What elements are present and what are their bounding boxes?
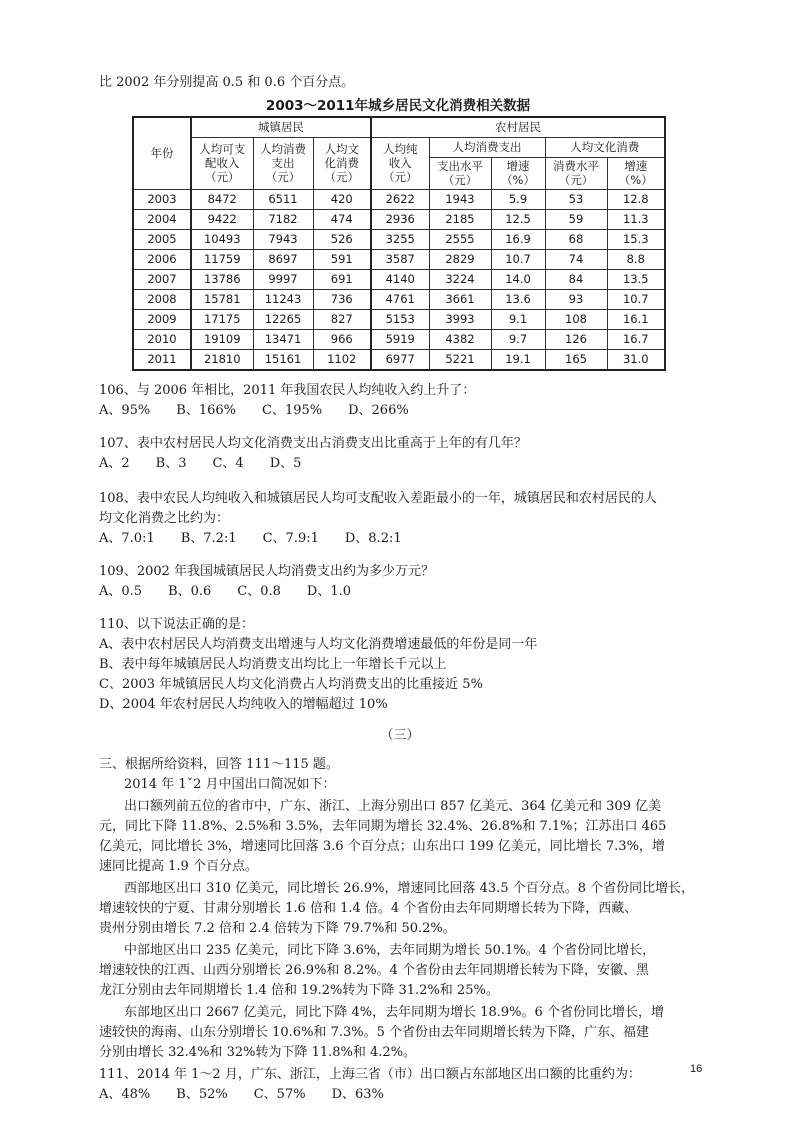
table-cell: 2004 bbox=[133, 209, 191, 229]
q110-stem: 110、以下说法正确的是： bbox=[99, 617, 254, 632]
table-cell: 5919 bbox=[371, 329, 429, 349]
table-cell: 2008 bbox=[133, 289, 191, 309]
table-cell: 17175 bbox=[191, 309, 253, 329]
table-cell: 2005 bbox=[133, 229, 191, 249]
table-cell: 6977 bbox=[371, 349, 429, 370]
q106-options: A、95% B、166% C、195% D、266% bbox=[99, 403, 409, 418]
table-cell: 108 bbox=[545, 309, 607, 329]
header-spend-level: 支出水平（元） bbox=[429, 157, 491, 189]
table-cell: 4140 bbox=[371, 269, 429, 289]
table-cell: 6511 bbox=[253, 189, 313, 209]
table-cell: 9.7 bbox=[491, 329, 545, 349]
table-row bbox=[133, 209, 665, 229]
part3-intro: 三、根据所给资料，回答 111～115 题。 bbox=[99, 757, 339, 772]
table-cell: 7182 bbox=[253, 209, 313, 229]
table-cell: 591 bbox=[313, 249, 371, 269]
table-cell: 4761 bbox=[371, 289, 429, 309]
table-cell: 74 bbox=[545, 249, 607, 269]
header-year: 年份 bbox=[133, 117, 191, 189]
table-cell: 12265 bbox=[253, 309, 313, 329]
q108-options: A、7.0:1 B、7.2:1 C、7.9:1 D、8.2:1 bbox=[99, 531, 402, 546]
table-cell: 9422 bbox=[191, 209, 253, 229]
table-cell: 13786 bbox=[191, 269, 253, 289]
table-cell: 93 bbox=[545, 289, 607, 309]
table-cell: 2936 bbox=[371, 209, 429, 229]
table-cell: 1943 bbox=[429, 189, 491, 209]
table-cell: 2622 bbox=[371, 189, 429, 209]
table-cell: 474 bbox=[313, 209, 371, 229]
table-cell: 126 bbox=[545, 329, 607, 349]
table-cell: 5221 bbox=[429, 349, 491, 370]
table-cell: 3993 bbox=[429, 309, 491, 329]
para1-line2: 元，同比下降 11.8%、2.5%和 3.5%，去年同期为增长 32.4%、26.8%和 7.1%；江苏出口 465 bbox=[99, 819, 667, 834]
table-cell: 3587 bbox=[371, 249, 429, 269]
data-table bbox=[132, 116, 666, 371]
table-cell: 8697 bbox=[253, 249, 313, 269]
part3-subtitle: 2014 年 1ˇ2 月中国出口简况如下： bbox=[124, 777, 336, 792]
table-cell: 15161 bbox=[253, 349, 313, 370]
header-urban-spend: 人均消费支出（元） bbox=[253, 137, 313, 189]
table-cell: 8472 bbox=[191, 189, 253, 209]
table-cell: 16.1 bbox=[607, 309, 665, 329]
para1-line3: 亿美元，同比增长 3%，增速同比回落 3.6 个百分点；山东出口 199 亿美元，同比增长 7.3%，增 bbox=[99, 839, 665, 854]
q106-stem: 106、与 2006 年相比，2011 年我国农民人均纯收入约上升了： bbox=[99, 383, 476, 398]
header-culture-growth: 增速（%） bbox=[607, 157, 665, 189]
para4-line2: 速较快的海南、山东分别增长 10.6%和 7.3%。5 个省份由去年同期增长转为下降，广东、福建 bbox=[99, 1025, 649, 1040]
table-cell: 15781 bbox=[191, 289, 253, 309]
table-cell: 10.7 bbox=[607, 289, 665, 309]
table-row bbox=[133, 329, 665, 349]
table-cell: 12.5 bbox=[491, 209, 545, 229]
table-cell: 53 bbox=[545, 189, 607, 209]
intro-line: 比 2002 年分别提高 0.5 和 0.6 个百分点。 bbox=[99, 75, 355, 90]
table-cell: 2011 bbox=[133, 349, 191, 370]
table-cell: 15.3 bbox=[607, 229, 665, 249]
q110-option-b: B、表中每年城镇居民人均消费支出均比上一年增长千元以上 bbox=[99, 657, 447, 672]
table-cell: 19.1 bbox=[491, 349, 545, 370]
table-cell: 2007 bbox=[133, 269, 191, 289]
table-cell: 691 bbox=[313, 269, 371, 289]
q109-options: A、0.5 B、0.6 C、0.8 D、1.0 bbox=[99, 584, 352, 599]
table-cell: 966 bbox=[313, 329, 371, 349]
para4-line1: 东部地区出口 2667 亿美元，同比下降 4%，去年同期为增长 18.9%。6 个省份同比增长，增 bbox=[124, 1005, 664, 1020]
table-cell: 14.0 bbox=[491, 269, 545, 289]
table-title: 2003～2011年城乡居民文化消费相关数据 bbox=[265, 98, 531, 114]
para3-line3: 龙江分别由去年同期增长 1.4 倍和 19.2%转为下降 31.2%和 25%。 bbox=[99, 983, 499, 998]
table-cell: 526 bbox=[313, 229, 371, 249]
table-cell: 68 bbox=[545, 229, 607, 249]
table-cell: 59 bbox=[545, 209, 607, 229]
q108-stem-1: 108、表中农民人均纯收入和城镇居民人均可支配收入差距最小的一年，城镇居民和农村居民的人 bbox=[99, 491, 657, 506]
table-row bbox=[133, 269, 665, 289]
para3-line2: 增速较快的江西、山西分别增长 26.9%和 8.2%。4 个省份由去年同期增长转为下降，安徽、黑 bbox=[99, 963, 649, 978]
table-cell: 736 bbox=[313, 289, 371, 309]
table-cell: 19109 bbox=[191, 329, 253, 349]
table-cell: 11243 bbox=[253, 289, 313, 309]
table-cell: 13.5 bbox=[607, 269, 665, 289]
header-spend-growth: 增速（%） bbox=[491, 157, 545, 189]
table-cell: 827 bbox=[313, 309, 371, 329]
q111-stem: 111、2014 年 1～2 月，广东、浙江，上海三省（市）出口额占东部地区出口额的比重约为： bbox=[99, 1067, 641, 1082]
table-cell: 3224 bbox=[429, 269, 491, 289]
header-urban: 城镇居民 bbox=[191, 117, 371, 137]
q111-options: A、48% B、52% C、57% D、63% bbox=[99, 1087, 384, 1102]
header-rural-culture: 人均文化消费 bbox=[545, 137, 665, 157]
table-cell: 16.7 bbox=[607, 329, 665, 349]
para1-line4: 速同比提高 1.9 个百分点。 bbox=[99, 859, 258, 874]
q110-option-a: A、表中农村居民人均消费支出增速与人均文化消费增速最低的年份是同一年 bbox=[99, 637, 538, 652]
table-cell: 7943 bbox=[253, 229, 313, 249]
table-cell: 9.1 bbox=[491, 309, 545, 329]
table-cell: 12.8 bbox=[607, 189, 665, 209]
q110-option-c: C、2003 年城镇居民人均文化消费占人均消费支出的比重接近 5% bbox=[99, 677, 483, 692]
table-cell: 2010 bbox=[133, 329, 191, 349]
table-cell: 5.9 bbox=[491, 189, 545, 209]
header-urban-income: 人均可支配收入（元） bbox=[191, 137, 253, 189]
table-cell: 10.7 bbox=[491, 249, 545, 269]
table-cell: 21810 bbox=[191, 349, 253, 370]
para2-line3: 贵州分别由增长 7.2 倍和 2.4 倍转为下降 79.7%和 50.2%。 bbox=[99, 921, 456, 936]
para2-line2: 增速较快的宁夏、甘肃分别增长 1.6 倍和 1.4 倍。4 个省份由去年同期增长转为下降，西藏、 bbox=[99, 901, 638, 916]
table-cell: 165 bbox=[545, 349, 607, 370]
table-cell: 2006 bbox=[133, 249, 191, 269]
table-cell: 13471 bbox=[253, 329, 313, 349]
section-heading: （三） bbox=[380, 728, 420, 743]
table-cell: 31.0 bbox=[607, 349, 665, 370]
table-cell: 84 bbox=[545, 269, 607, 289]
table-cell: 420 bbox=[313, 189, 371, 209]
table-cell: 11759 bbox=[191, 249, 253, 269]
table-cell: 13.6 bbox=[491, 289, 545, 309]
header-rural-income: 人均纯收入（元） bbox=[371, 137, 429, 189]
table-cell: 4382 bbox=[429, 329, 491, 349]
table-cell: 3255 bbox=[371, 229, 429, 249]
table-row bbox=[133, 229, 665, 249]
header-urban-culture: 人均文化消费（元） bbox=[313, 137, 371, 189]
table-row bbox=[133, 309, 665, 329]
q109-stem: 109、2002 年我国城镇居民人均消费支出约为多少万元？ bbox=[99, 564, 435, 579]
table-cell: 3661 bbox=[429, 289, 491, 309]
q110-option-d: D、2004 年农村居民人均纯收入的增幅超过 10% bbox=[99, 697, 388, 712]
table-cell: 9997 bbox=[253, 269, 313, 289]
q108-stem-2: 均文化消费之比约为： bbox=[99, 511, 230, 526]
header-rural-spend: 人均消费支出 bbox=[429, 137, 545, 157]
table-cell: 2003 bbox=[133, 189, 191, 209]
header-culture-level: 消费水平（元） bbox=[545, 157, 607, 189]
table-row bbox=[133, 189, 665, 209]
table-cell: 2009 bbox=[133, 309, 191, 329]
header-rural: 农村居民 bbox=[371, 117, 665, 137]
para4-line3: 分别由增长 32.4%和 32%转为下降 11.8%和 4.2%。 bbox=[99, 1045, 417, 1060]
q107-stem: 107、表中农村居民人均文化消费支出占消费支出比重高于上年的有几年？ bbox=[99, 436, 527, 451]
table-row bbox=[133, 349, 665, 370]
q107-options: A、2 B、3 C、4 D、5 bbox=[99, 456, 302, 471]
table-cell: 16.9 bbox=[491, 229, 545, 249]
para2-line1: 西部地区出口 310 亿美元，同比增长 26.9%，增速同比回落 43.5 个百分点。8 个省份同比增长， bbox=[124, 881, 695, 896]
table-cell: 2185 bbox=[429, 209, 491, 229]
table-cell: 2555 bbox=[429, 229, 491, 249]
table-row bbox=[133, 249, 665, 269]
table-cell: 11.3 bbox=[607, 209, 665, 229]
table-cell: 2829 bbox=[429, 249, 491, 269]
table-cell: 1102 bbox=[313, 349, 371, 370]
table-row bbox=[133, 289, 665, 309]
para1-line1: 出口额列前五位的省市中，广东、浙江、上海分别出口 857 亿美元、364 亿美元和 309 亿美 bbox=[124, 799, 662, 814]
table-cell: 8.8 bbox=[607, 249, 665, 269]
table-cell: 5153 bbox=[371, 309, 429, 329]
page-number: 16 bbox=[690, 1063, 703, 1075]
para3-line1: 中部地区出口 235 亿美元，同比下降 3.6%，去年同期为增长 50.1%。4 个省份同比增长， bbox=[124, 943, 656, 958]
table-cell: 10493 bbox=[191, 229, 253, 249]
